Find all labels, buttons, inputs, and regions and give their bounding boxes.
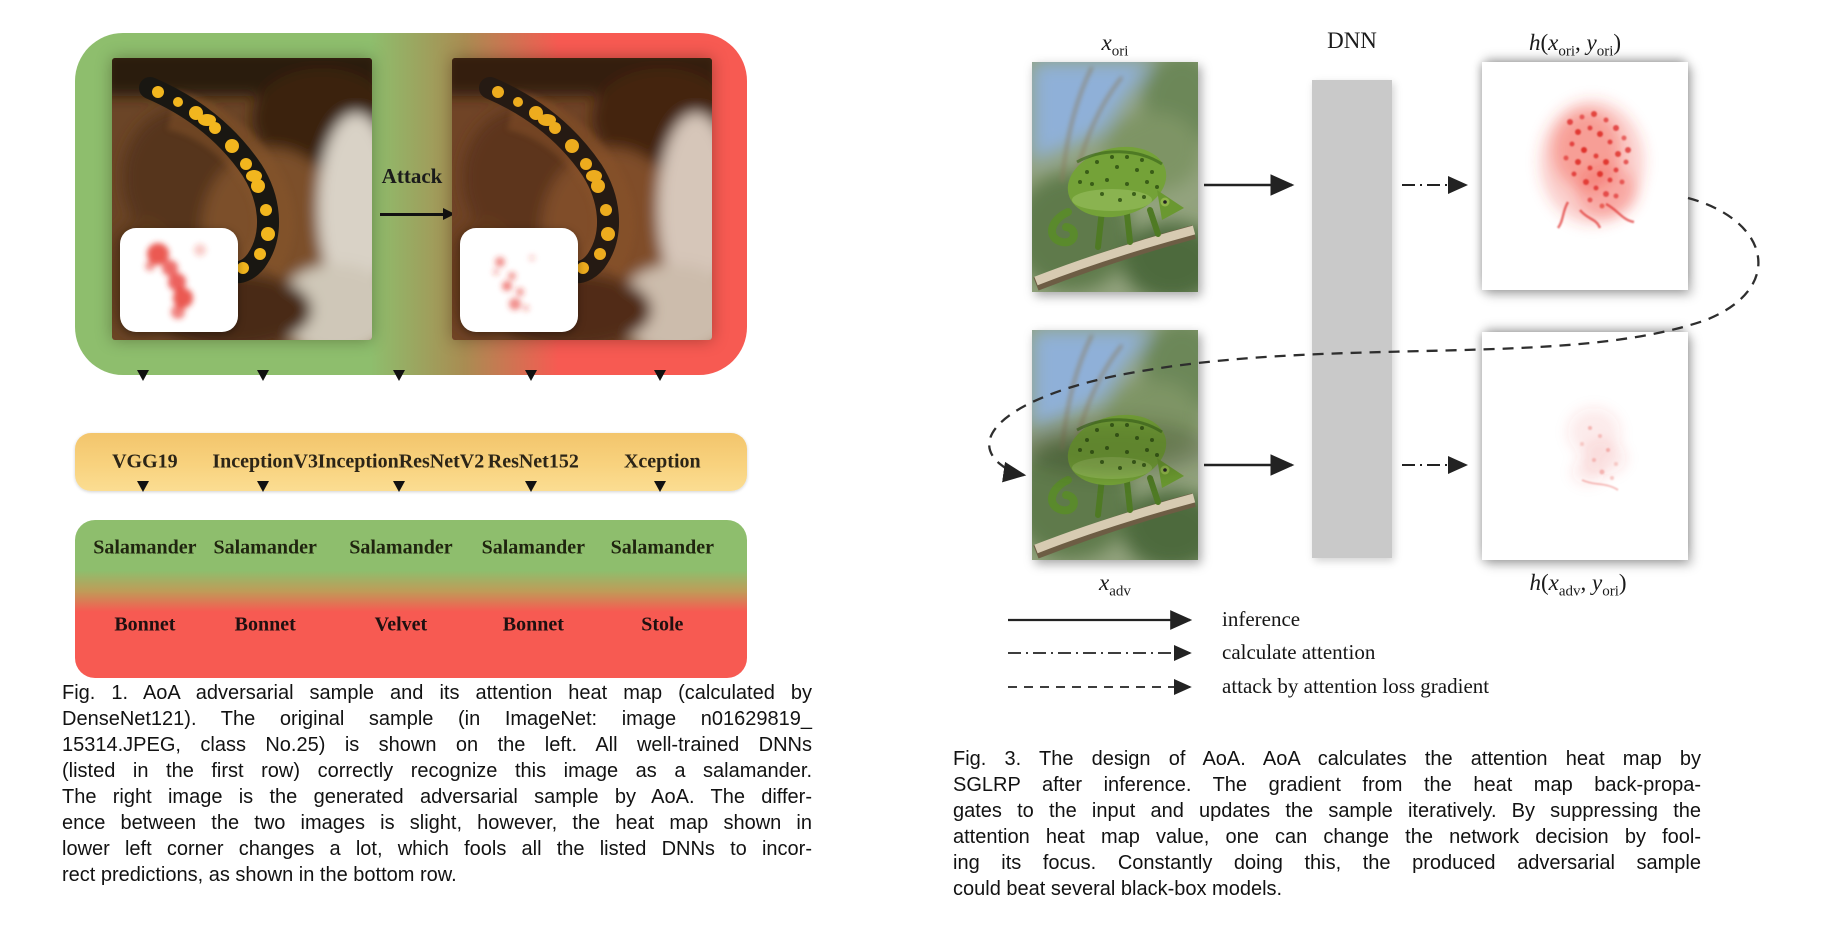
- x-adv-label: $x_{adv}$: [1099, 570, 1131, 600]
- figure-3: [868, 20, 1808, 935]
- model-label: Xception: [623, 450, 701, 473]
- caption-line: Fig. 1. AoA adversarial sample and its attention heat map (calculated by: [62, 682, 812, 704]
- caption-line: lower left corner changes a lot, which fools all the listed DNNs to incor-: [62, 838, 812, 860]
- incorrect-prediction: Bonnet: [502, 613, 564, 636]
- caption-line: gates to the input and updates the sample iteratively. By suppressing the: [953, 800, 1701, 822]
- attack-label: Attack: [381, 164, 443, 188]
- caption-line: rect predictions, as shown in the bottom row.: [62, 864, 457, 886]
- model-label: InceptionV3: [212, 450, 318, 473]
- legend-label-calculate-attention: calculate attention: [1222, 640, 1376, 664]
- model-label: ResNet152: [487, 450, 579, 473]
- attack-arrow-icon: [380, 213, 444, 216]
- incorrect-prediction: Bonnet: [114, 613, 176, 636]
- down-arrow-icon: [393, 381, 409, 399]
- down-arrow-icon: [393, 492, 409, 510]
- attention-heatmap-inset-original: [120, 228, 238, 332]
- down-arrow-icon: [654, 492, 670, 510]
- down-arrow-icon: [137, 492, 153, 510]
- caption-line: attention heat map value, one can change the network decision by fool-: [953, 826, 1701, 848]
- predictions-panel: [75, 520, 747, 678]
- heatmap-adversarial: [1482, 332, 1688, 560]
- caption-line: (listed in the first row) correctly recognize this image as a salamander.: [62, 760, 812, 782]
- correct-prediction: Salamander: [610, 536, 714, 559]
- h-xadv-yori-label: $h(x_{adv}$, $y_{ori}$): [1529, 570, 1627, 600]
- correct-prediction: Salamander: [481, 536, 585, 559]
- correct-prediction: Salamander: [349, 536, 453, 559]
- arrows-to-predictions: [75, 492, 747, 519]
- green-red-gradient-panel: [75, 33, 747, 375]
- model-label: VGG19: [112, 450, 178, 473]
- salamander-photo-adversarial: [452, 58, 712, 340]
- adversarial-band: [1032, 420, 1198, 476]
- caption-line: The right image is the generated adversarial sample by AoA. The differ-: [62, 786, 812, 808]
- figure-3-caption: [953, 746, 1701, 902]
- incorrect-prediction: Velvet: [374, 613, 428, 636]
- caption-line: could beat several black-box models.: [953, 878, 1283, 900]
- caption-line: ing its focus. Constantly doing this, the produced adversarial sample: [953, 852, 1701, 874]
- caption-line: Fig. 3. The design of AoA. AoA calculates the attention heat map by: [953, 748, 1701, 770]
- heatmap-original: [1482, 62, 1688, 290]
- down-arrow-icon: [257, 381, 273, 399]
- legend-label-attack-gradient: attack by attention loss gradient: [1222, 674, 1490, 698]
- caption-line: SGLRP after inference. The gradient from the heat map back-propa-: [953, 774, 1701, 796]
- legend-label-inference: inference: [1222, 607, 1301, 631]
- correct-prediction: Salamander: [213, 536, 317, 559]
- salamander-photo-original: [112, 58, 372, 340]
- model-names-bar: [75, 433, 747, 491]
- down-arrow-icon: [654, 381, 670, 399]
- correct-prediction: Salamander: [93, 536, 197, 559]
- attention-heatmap-inset-adversarial: [460, 228, 578, 332]
- figure-1-caption: [62, 680, 812, 888]
- figure-1: [62, 24, 814, 934]
- attack-annotation: [380, 164, 444, 216]
- h-xori-yori-label: $h(x_{ori}$, $y_{ori}$): [1528, 30, 1622, 60]
- caption-line: 15314.JPEG, class No.25) is shown on the left. All well-trained DNNs: [62, 734, 812, 756]
- incorrect-prediction: Stole: [641, 613, 684, 636]
- caption-line: DenseNet121). The original sample (in ImageNet: image n01629819_: [62, 708, 812, 730]
- dnn-network-bar: [1312, 80, 1392, 558]
- dnn-label: DNN: [1327, 28, 1377, 53]
- model-label: InceptionResNetV2: [317, 450, 485, 473]
- caption-line: ence between the two images is slight, however, the heat map shown in: [62, 812, 812, 834]
- down-arrow-icon: [525, 492, 541, 510]
- down-arrow-icon: [257, 492, 273, 510]
- chameleon-photo-original: [1032, 62, 1198, 292]
- down-arrow-icon: [525, 381, 541, 399]
- incorrect-prediction: Bonnet: [234, 613, 296, 636]
- arrows-to-models: [75, 381, 747, 417]
- chameleon-photo-adversarial: [1032, 330, 1198, 560]
- x-ori-label: $x_{ori}$: [1101, 30, 1129, 60]
- down-arrow-icon: [137, 381, 153, 399]
